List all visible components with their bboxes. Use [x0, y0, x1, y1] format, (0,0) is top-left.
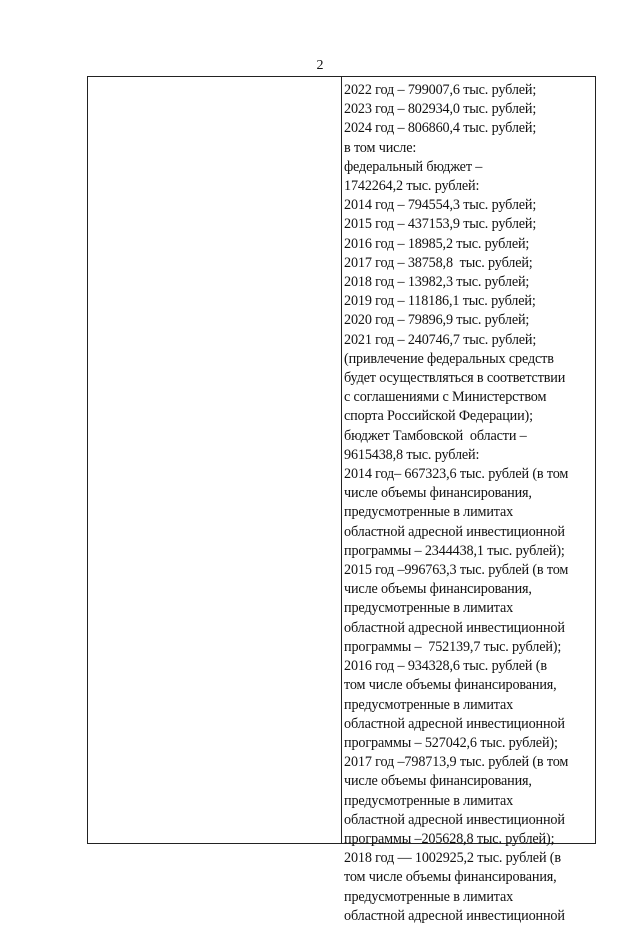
left-column-cell — [88, 77, 342, 843]
text-line: 2017 год –798713,9 тыс. рублей (в том — [344, 754, 569, 771]
text-line: числе объемы финансирования, — [344, 485, 532, 502]
text-line: программы – 527042,6 тыс. рублей); — [344, 734, 558, 751]
text-line: 2014 год – 794554,3 тыс. рублей; — [344, 197, 537, 214]
text-line: 2015 год –996763,3 тыс. рублей (в том — [344, 562, 569, 579]
page-number: 2 — [316, 58, 324, 73]
text-line: 9615438,8 тыс. рублей: — [344, 446, 480, 463]
text-line: числе объемы финансирования, — [344, 581, 532, 598]
text-line: 2017 год – 38758,8 тыс. рублей; — [344, 254, 533, 271]
text-line: 2014 год– 667323,6 тыс. рублей (в том — [344, 466, 569, 483]
text-line: областной адресной инвестиционной — [344, 811, 565, 828]
text-line: 2018 год — 1002925,2 тыс. рублей (в — [344, 850, 561, 867]
text-line: спорта Российской Федерации); — [344, 408, 533, 425]
budget-table — [87, 76, 596, 924]
text-line: программы – 2344438,1 тыс. рублей); — [344, 542, 565, 559]
text-line: предусмотренные в лимитах — [344, 600, 514, 617]
text-line: федеральный бюджет – — [344, 158, 483, 175]
text-line: 2020 год – 79896,9 тыс. рублей; — [344, 312, 530, 329]
text-line: 1742264,2 тыс. рублей: — [344, 178, 480, 195]
text-line: 2016 год – 18985,2 тыс. рублей; — [344, 235, 530, 252]
text-line: областной адресной инвестиционной — [344, 907, 565, 924]
text-line: числе объемы финансирования, — [344, 773, 532, 790]
text-line: 2024 год – 806860,4 тыс. рублей; — [344, 120, 537, 137]
text-line: бюджет Тамбовской области – — [344, 427, 527, 444]
text-line: предусмотренные в лимитах — [344, 888, 514, 905]
text-line: областной адресной инвестиционной — [344, 715, 565, 732]
text-line: 2019 год – 118186,1 тыс. рублей; — [344, 293, 536, 310]
text-line: предусмотренные в лимитах — [344, 792, 514, 809]
text-line: предусмотренные в лимитах — [344, 504, 514, 521]
text-line: с соглашениями с Министерством — [344, 389, 547, 406]
text-line: программы – 752139,7 тыс. рублей); — [344, 638, 562, 655]
text-line: областной адресной инвестиционной — [344, 619, 565, 636]
text-line: будет осуществляться в соответствии — [344, 370, 566, 387]
text-line: в том числе: — [344, 139, 417, 156]
text-line: предусмотренные в лимитах — [344, 696, 514, 713]
right-column-cell — [344, 81, 594, 924]
text-line: 2015 год – 437153,9 тыс. рублей; — [344, 216, 537, 233]
text-line: том числе объемы финансирования, — [344, 869, 557, 886]
text-line: 2023 год – 802934,0 тыс. рублей; — [344, 101, 537, 118]
text-line: 2021 год – 240746,7 тыс. рублей; — [344, 331, 537, 348]
text-line: областной адресной инвестиционной — [344, 523, 565, 540]
text-line: том числе объемы финансирования, — [344, 677, 557, 694]
text-line: программы –205628,8 тыс. рублей); — [344, 830, 555, 847]
text-line: 2018 год – 13982,3 тыс. рублей; — [344, 274, 530, 291]
text-line: 2022 год – 799007,6 тыс. рублей; — [344, 82, 537, 98]
text-line: 2016 год – 934328,6 тыс. рублей (в — [344, 658, 547, 675]
text-line: (привлечение федеральных средств — [344, 350, 554, 367]
